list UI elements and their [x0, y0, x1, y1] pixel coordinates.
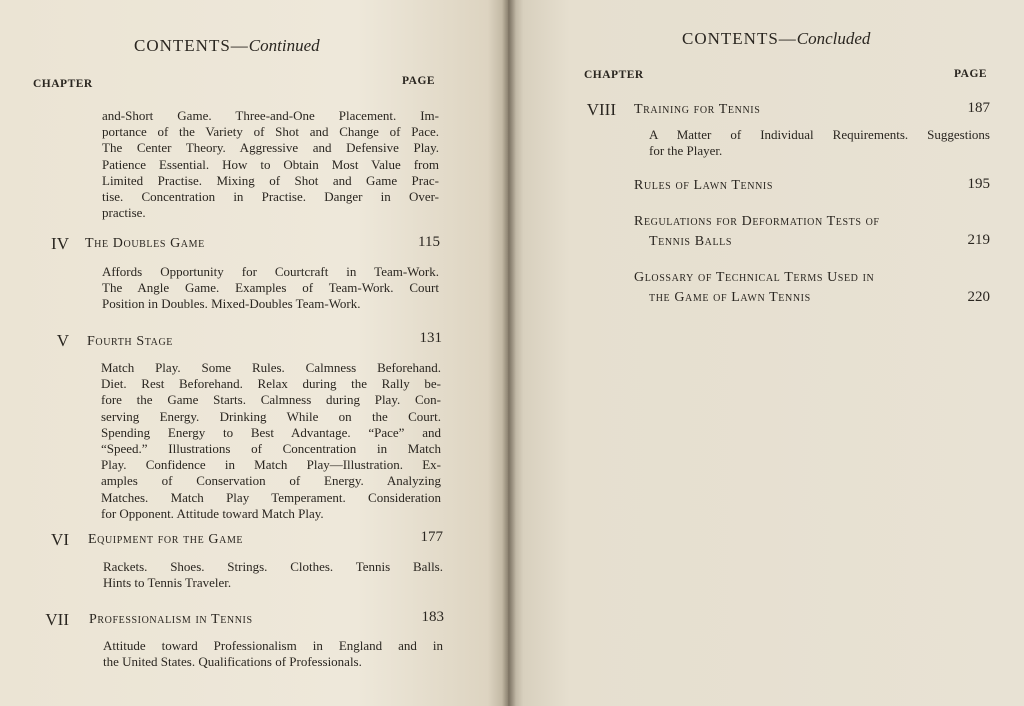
chapter-page-number: 115	[418, 234, 440, 250]
left-chapter-column-label: CHAPTER	[33, 78, 93, 90]
chapter-page-number: 183	[421, 609, 444, 625]
chapter-title: Training for Tennis	[634, 102, 761, 117]
appendix-page-number: 195	[967, 176, 990, 192]
chapter-page-number: 131	[419, 330, 442, 346]
chapter-description: A Matter of Individual Requirements. Suggestions for the Player.	[649, 127, 990, 159]
left-page-column-label: PAGE	[402, 75, 436, 87]
left-page	[0, 0, 508, 706]
chapter-description: Affords Opportunity for Courtcraft in Team-Work. The Angle Game. Examples of Team-Work. Court Position in Doubles. Mixed-Doubles Team-Work.	[102, 264, 439, 312]
chapter-number: VII	[45, 610, 69, 629]
chapter-title: The Doubles Game	[85, 236, 205, 251]
chapter-number: VIII	[586, 100, 616, 119]
chapter-title: Equipment for the Game	[88, 532, 244, 547]
continued-chapter-description: and-Short Game. Three-and-One Placement. Im- portance of the Variety of Shot and Change of Pace. The Center Theory. Aggressive and Defensive Play. Patience Essential. How to Obtain Most Value from Limited Practise. Mixing of Shot and Game Prac- tise. Concentration in Practise. Danger in Over- practise.	[102, 108, 439, 221]
right-page-column-label: PAGE	[954, 68, 988, 80]
appendix-title: Glossary of Technical Terms Used in	[634, 270, 875, 285]
chapter-page-number: 187	[967, 100, 990, 116]
chapter-title: Professionalism in Tennis	[89, 612, 253, 627]
appendix-title: Rules of Lawn Tennis	[634, 178, 773, 193]
chapter-description: Match Play. Some Rules. Calmness Beforehand. Diet. Rest Beforehand. Relax during the Rally be- fore the Game Starts. Calmness during Play. Con- serving Energy. Drinking While on the Court. Spending Energy to Best Advantage. “Pace” and “Speed.” Illustrations of Concentration in Match Play. Confidence in Match Play—Illustration. Ex- amples of Conservation of Energy. Analyzing Matches. Match Play Temperament. Consideration for Opponent. Attitude toward Match Play.	[101, 360, 441, 521]
right-page-heading: CONTENTS—Concluded	[682, 29, 871, 48]
chapter-description: Attitude toward Professionalism in England and in the United States. Qualifications of Professionals.	[103, 638, 443, 670]
right-chapter-column-label: CHAPTER	[584, 69, 644, 81]
left-page-heading: CONTENTS—Continued	[134, 36, 320, 55]
appendix-page-number: 219	[967, 232, 990, 248]
chapter-number: VI	[51, 530, 69, 549]
chapter-description: Rackets. Shoes. Strings. Clothes. Tennis Balls. Hints to Tennis Traveler.	[103, 559, 443, 591]
chapter-title: Fourth Stage	[87, 334, 173, 349]
appendix-title-continued: the Game of Lawn Tennis	[649, 290, 811, 305]
chapter-number: IV	[51, 234, 69, 253]
chapter-page-number: 177	[420, 529, 443, 545]
chapter-number: V	[56, 331, 69, 350]
book-gutter	[502, 0, 516, 706]
appendix-title: Regulations for Deformation Tests of	[634, 214, 880, 229]
appendix-title-continued: Tennis Balls	[649, 234, 733, 249]
appendix-page-number: 220	[967, 289, 990, 305]
right-page	[508, 0, 1024, 706]
